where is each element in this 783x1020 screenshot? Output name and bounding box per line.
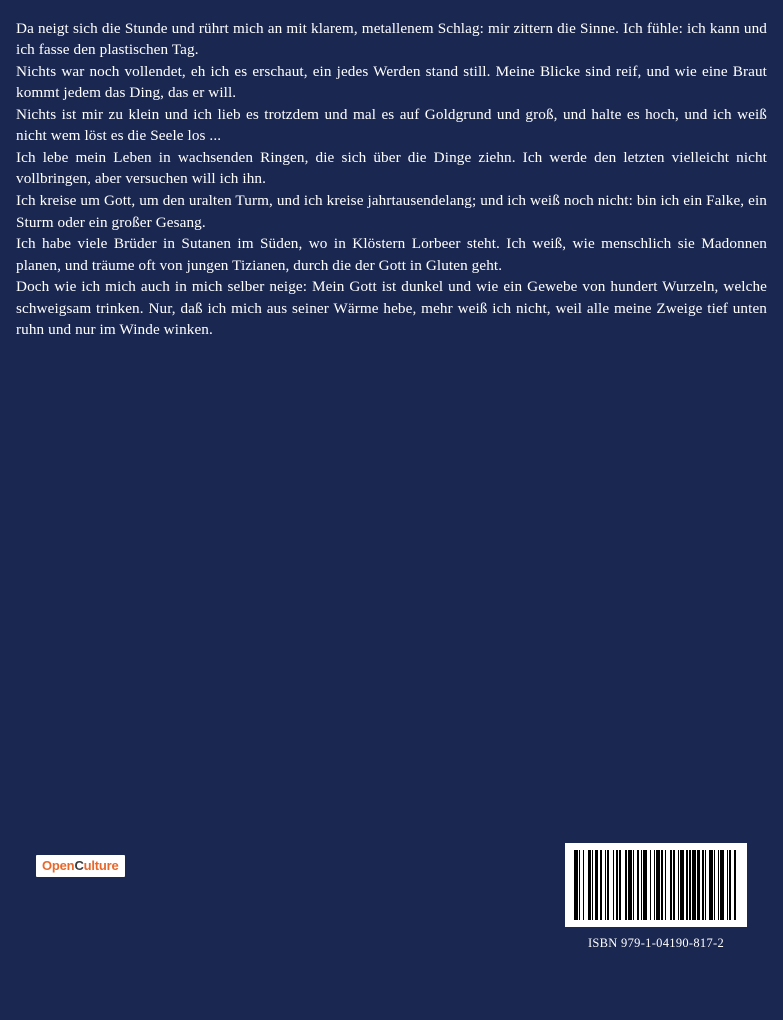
logo-ulture-text: ulture: [83, 858, 119, 873]
blurb-paragraph-4: Ich lebe mein Leben in wachsenden Ringen, die sich über die Dinge ziehn. Ich werde den letzten vielleicht nicht vollbringen, aber versuchen will ich ihn.: [16, 149, 767, 188]
blurb-paragraph-6: Ich habe viele Brüder in Sutanen im Süden, wo in Klöstern Lorbeer steht. Ich weiß, wie menschlich sie Madonnen planen, und träume oft von jungen Tizianen, durch die der Gott in Gluten geht.: [16, 235, 767, 274]
barcode-area: [565, 843, 747, 951]
barcode-image: [565, 843, 747, 927]
barcode-bars: [574, 850, 738, 920]
blurb-paragraph-1: Da neigt sich die Stunde und rührt mich an mit klarem, metallenem Schlag: mir zittern die Sinne. Ich fühle: ich kann und ich fasse den plastischen Tag.: [16, 20, 767, 59]
publisher-logo-text: [42, 858, 119, 873]
blurb-text-block: [16, 18, 767, 340]
blurb-paragraph-3: Nichts ist mir zu klein und ich lieb es trotzdem und mal es auf Goldgrund und groß, und halte es hoch, und ich weiß nicht wem löst es die Seele los ...: [16, 106, 767, 145]
logo-open-text: Open: [42, 858, 75, 873]
blurb-paragraph-2: Nichts war noch vollendet, eh ich es erschaut, ein jedes Werden stand still. Meine Blicke sind reif, und wie eine Braut kommt jedem das Ding, das er will.: [16, 63, 767, 102]
isbn-label: ISBN 979-1-04190-817-2: [587, 936, 725, 950]
blurb-paragraph-7: Doch wie ich mich auch in mich selber neige: Mein Gott ist dunkel und wie ein Gewebe von hundert Wurzeln, welche schweigsam trinken. Nur, daß ich mich aus seiner Wärme hebe, mehr weiß ich nicht, weil alle meine Zweige tief unten ruhn und nur im Winde winken.: [16, 278, 767, 338]
logo-c-text: C: [74, 858, 84, 873]
publisher-logo: [36, 855, 125, 877]
blurb-paragraph-5: Ich kreise um Gott, um den uralten Turm, und ich kreise jahrtausendelang; und ich weiß noch nicht: bin ich ein Falke, ein Sturm oder ein großer Gesang.: [16, 192, 767, 231]
